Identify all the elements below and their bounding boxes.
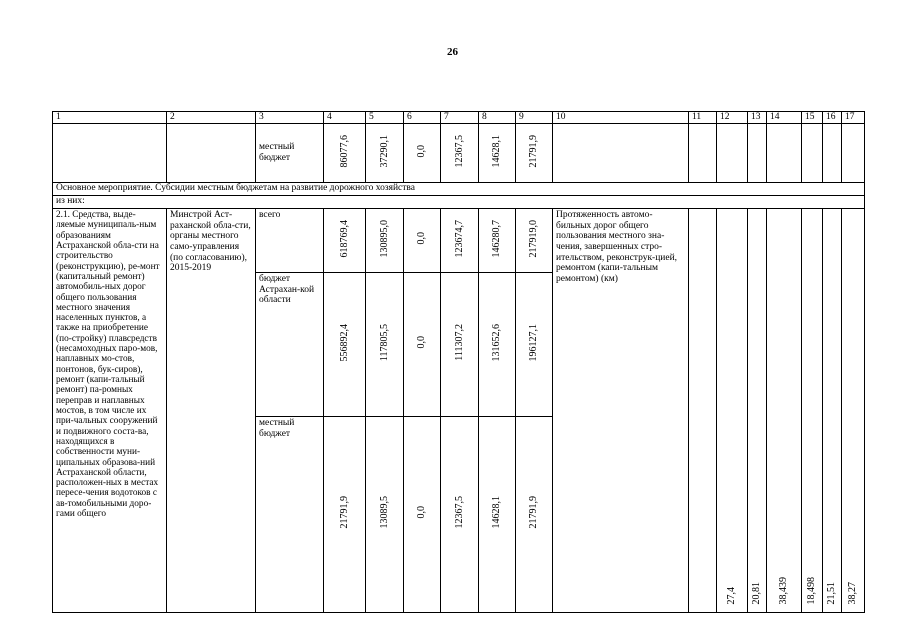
amount-cell <box>404 273 441 417</box>
amount-cell <box>404 417 441 613</box>
amount-value: 217919,0 <box>528 219 540 258</box>
amount-value: 12367,5 <box>453 134 465 168</box>
amount-value: 117805,5 <box>378 324 390 362</box>
amount-value: 14628,1 <box>491 496 503 529</box>
amount-value: 21791,9 <box>528 134 540 168</box>
amount-cell <box>479 417 516 613</box>
column-number: 8 <box>479 112 516 124</box>
column-number: 7 <box>441 112 479 124</box>
section-row <box>53 183 865 196</box>
of-which-row <box>53 196 865 209</box>
funding-source: местный бюджет <box>256 124 324 183</box>
amount-value: 111307,2 <box>453 324 465 362</box>
amount-value: 123674,7 <box>453 219 465 258</box>
amount-value: 14628,1 <box>491 134 503 168</box>
amount-value: 37290,1 <box>378 134 390 168</box>
amount-cell <box>479 273 516 417</box>
target-cell <box>802 209 823 613</box>
amount-cell <box>479 209 516 273</box>
column-number: 9 <box>516 112 553 124</box>
page-number: 26 <box>447 46 458 58</box>
amount-cell <box>324 273 366 417</box>
table-row <box>53 124 865 183</box>
target-cell <box>717 209 748 613</box>
item-indicator: Протяженность автомо-бильных дорог общего пользования местного зна-чения, завершенных стро-ительством, реконструк-цией, ремонтом (капи-тальным ремонтом) (км) <box>553 209 689 613</box>
amount-value: 130895,0 <box>378 219 390 258</box>
amount-value: 196127,1 <box>528 323 540 362</box>
column-number: 6 <box>404 112 441 124</box>
amount-cell <box>366 124 404 183</box>
amount-cell <box>441 273 479 417</box>
amount-cell <box>404 124 441 183</box>
column-number: 14 <box>767 112 802 124</box>
column-number: 13 <box>748 112 767 124</box>
target-cell <box>842 209 865 613</box>
column-number: 17 <box>842 112 865 124</box>
target-value: 27,4 <box>726 586 738 605</box>
amount-value: 556892,4 <box>338 323 350 362</box>
column-number: 15 <box>802 112 823 124</box>
amount-value: 146280,7 <box>491 219 503 258</box>
column-number: 10 <box>553 112 689 124</box>
amount-cell <box>516 273 553 417</box>
amount-cell <box>324 417 366 613</box>
funding-source: бюджет Астрахан-кой области <box>256 273 324 417</box>
program-table <box>52 111 865 613</box>
target-value: 38,27 <box>847 581 859 605</box>
target-value: 38,439 <box>778 576 790 605</box>
target-cell <box>767 209 802 613</box>
amount-value: 0,0 <box>416 232 428 245</box>
amount-cell <box>441 124 479 183</box>
funding-source: местный бюджет <box>256 417 324 613</box>
amount-value: 12367,5 <box>453 496 465 529</box>
column-number: 12 <box>717 112 748 124</box>
amount-cell <box>366 209 404 273</box>
amount-value: 21791,9 <box>528 496 540 529</box>
table-row <box>53 209 865 273</box>
target-value: 18,498 <box>806 576 818 605</box>
amount-value: 0,0 <box>416 336 428 349</box>
item-title: 2.1. Средства, выде-ляемые муниципаль-ным образованиям Астраханской обла-сти на строительство (реконструкцию), ре-монт (капитальный ремонт) автомобиль-ных дорог общего пользования местного значения населенных пунктов, а также на приобретение (по-стройку) плавсредств (несамоходных паро-мов, наплавных мо-стов, понтонов, бук-сиров), ремонт (капи-тальный ремонт) па-ромных переправ и наплавных мостов, в том числе их при-чальных сооружений и подвижного соста-ва, находящихся в собственности муни-ципальных образова-ний Астраханской области, расположен-ных в местах пересе-чения водотоков с ав-томобильными доро-гами общего <box>53 209 167 613</box>
amount-cell <box>516 209 553 273</box>
column-number: 11 <box>689 112 717 124</box>
column-number: 4 <box>324 112 366 124</box>
amount-value: 86077,6 <box>338 134 350 168</box>
column-number: 5 <box>366 112 404 124</box>
item-executor: Минстрой Аст-раханской обла-сти, органы местного само-управления (по согласованию), 2015-2019 <box>167 209 256 613</box>
column-number: 16 <box>823 112 842 124</box>
funding-source: всего <box>256 209 324 273</box>
section-title: Основное мероприятие. Субсидии местным бюджетам на развитие дорожного хозяйства <box>53 183 865 196</box>
of-which-label: из них: <box>53 196 865 209</box>
amount-value: 21791,9 <box>338 496 350 529</box>
column-number: 2 <box>167 112 256 124</box>
amount-cell <box>366 273 404 417</box>
target-value: 20,81 <box>751 581 763 605</box>
amount-cell <box>441 417 479 613</box>
target-cell <box>823 209 842 613</box>
amount-value: 0,0 <box>416 506 428 519</box>
amount-cell <box>516 124 553 183</box>
amount-value: 13089,5 <box>378 496 390 529</box>
amount-cell <box>516 417 553 613</box>
amount-cell <box>441 209 479 273</box>
target-cell <box>748 209 767 613</box>
target-value: 21,51 <box>826 581 838 605</box>
amount-cell <box>324 209 366 273</box>
amount-value: 131652,6 <box>491 323 503 362</box>
amount-cell <box>324 124 366 183</box>
column-number: 1 <box>53 112 167 124</box>
column-number-row <box>53 112 865 124</box>
amount-value: 0,0 <box>416 144 428 158</box>
column-number: 3 <box>256 112 324 124</box>
amount-cell <box>366 417 404 613</box>
amount-value: 618769,4 <box>338 219 350 258</box>
amount-cell <box>404 209 441 273</box>
amount-cell <box>479 124 516 183</box>
